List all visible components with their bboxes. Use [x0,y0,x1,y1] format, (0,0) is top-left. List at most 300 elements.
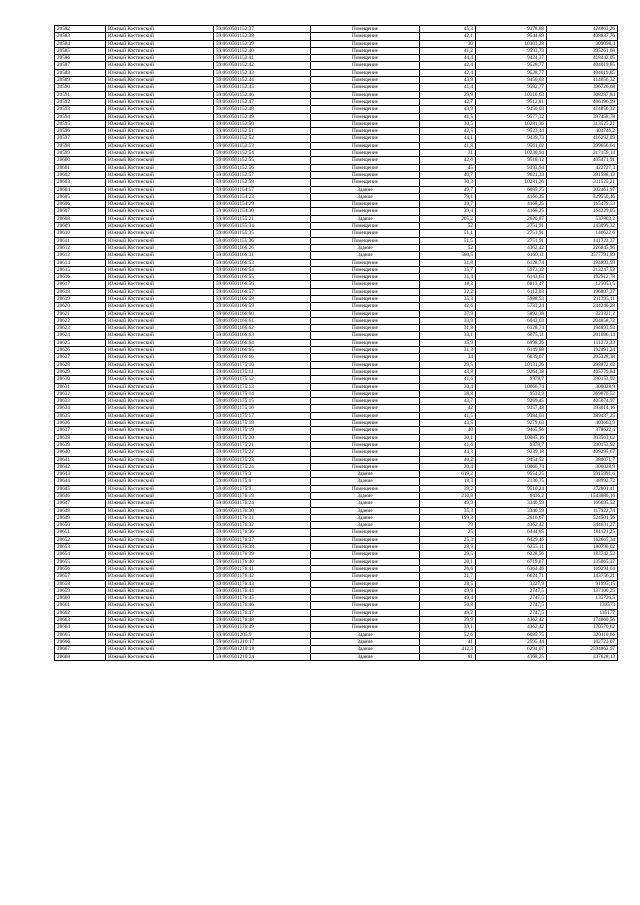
row-number-cell: 20588 [55,69,106,76]
row-number-cell: 20664 [55,624,106,631]
table-row [55,638,618,645]
row-number-cell: 20649 [55,514,106,521]
table-row [55,522,618,529]
district-cell: Южный Костинский [106,142,214,149]
object-type-cell: Помещение [311,223,420,230]
specific-value-cell: 5733,24 [476,303,547,310]
district-cell: Южный Костинский [106,347,214,354]
row-number-cell: 20608 [55,215,106,222]
row-number-cell: 20618 [55,288,106,295]
table-row [55,507,618,514]
district-cell: Южный Костинский [106,420,214,427]
row-number-cell: 20586 [55,55,106,62]
object-type-cell: Помещение [311,463,420,470]
specific-value-cell: 4362,42 [476,244,547,251]
district-cell: Южный Костинский [106,354,214,361]
district-cell: Южный Костинский [106,223,214,230]
cadastral-number-cell: 59:06:0501166:53 [214,259,311,266]
area-cell: 49,9 [420,587,476,594]
object-type-cell: Здание [311,507,420,514]
table-row [55,631,618,638]
object-type-cell: Здание [311,186,420,193]
cadastral-value-cell: 161121,25 [547,529,618,536]
table-row [55,91,618,98]
row-number-cell: 20605 [55,193,106,200]
row-number-cell: 20598 [55,142,106,149]
table-row [55,573,618,580]
row-number-cell: 20655 [55,558,106,565]
district-cell: Южный Костинский [106,617,214,624]
table-row [55,580,618,587]
area-cell: 31,8 [420,259,476,266]
area-cell: 42,4 [420,69,476,76]
district-cell: Южный Костинский [106,405,214,412]
area-cell: 33,1 [420,332,476,339]
row-number-cell: 20594 [55,113,106,120]
cadastral-number-cell: 59:06:0501155:35 [214,230,311,237]
area-cell: 81 [420,653,476,660]
specific-value-cell: 6444,85 [476,529,547,536]
area-cell: 25 [420,529,476,536]
cadastral-number-cell: 59:06:0501176:48 [214,617,311,624]
cadastral-number-cell: 59:06:0501175:15 [214,398,311,405]
district-cell: Южный Костинский [106,201,214,208]
cadastral-value-cell: 524501,56 [547,514,618,521]
row-number-cell: 20611 [55,237,106,244]
specific-value-cell: 10131,26 [476,361,547,368]
area-cell: 41 [420,638,476,645]
area-cell: 30,4 [420,383,476,390]
district-cell: Южный Костинский [106,310,214,317]
table-row [55,339,618,346]
object-type-cell: Помещение [311,595,420,602]
cadastral-value-cell: 213247,52 [547,266,618,273]
cadastral-number-cell: 59:06:0501152:53 [214,142,311,149]
cadastral-value-cell: 117922,74 [547,507,618,514]
row-number-cell: 20621 [55,310,106,317]
row-number-cell: 20603 [55,179,106,186]
cadastral-number-cell: 59:06:0501175:6 [214,478,311,485]
district-cell: Южный Костинский [106,69,214,76]
object-type-cell: Помещение [311,420,420,427]
district-cell: Южный Костинский [106,522,214,529]
table-row [55,565,618,572]
table-row [55,332,618,339]
specific-value-cell: 5988,53 [476,295,547,302]
row-number-cell: 20642 [55,463,106,470]
table-row [55,558,618,565]
object-type-cell: Помещение [311,230,420,237]
table-row [55,295,618,302]
cadastral-value-cell: 196807,37 [547,288,618,295]
row-number-cell: 20624 [55,332,106,339]
table-row [55,47,618,54]
specific-value-cell: 9582,77 [476,84,547,91]
cadastral-value-cell: 389437,25 [547,412,618,419]
table-row [55,485,618,492]
district-cell: Южный Костинский [106,266,214,273]
object-type-cell: Помещение [311,347,420,354]
cadastral-number-cell: 59:06:0501152:40 [214,47,311,54]
area-cell: 18,3 [420,281,476,288]
object-type-cell: Помещение [311,398,420,405]
area-cell: 41,4 [420,84,476,91]
row-number-cell: 20651 [55,529,106,536]
object-type-cell: Помещение [311,201,420,208]
specific-value-cell: 10066,74 [476,383,547,390]
district-cell: Южный Костинский [106,120,214,127]
object-type-cell: Здание [311,500,420,507]
area-cell: 40,7 [420,171,476,178]
object-type-cell: Помещение [311,456,420,463]
table-row [55,434,618,441]
object-type-cell: Помещение [311,55,420,62]
area-cell: 34 [420,354,476,361]
row-number-cell: 20584 [55,40,106,47]
district-cell: Южный Костинский [106,441,214,448]
specific-value-cell: 6085,75 [476,631,547,638]
cadastral-number-cell: 59:06:0501155:21 [214,215,311,222]
specific-value-cell: 10281,36 [476,120,547,127]
table-row [55,536,618,543]
object-type-cell: Помещение [311,77,420,84]
area-cell: 33,9 [420,317,476,324]
cadastral-value-cell: 409295,67 [547,449,618,456]
row-number-cell: 20630 [55,376,106,383]
object-type-cell: Помещение [311,135,420,142]
cadastral-value-cell: 192491,24 [547,347,618,354]
table-row [55,164,618,171]
cadastral-number-cell: 59:06:0501155:34 [214,223,311,230]
table-row [55,135,618,142]
area-cell: 40 [420,427,476,434]
object-type-cell: Помещение [311,281,420,288]
district-cell: Южный Костинский [106,456,214,463]
row-number-cell: 20638 [55,434,106,441]
cadastral-value-cell: 140622,6 [547,230,618,237]
object-type-cell: Помещение [311,157,420,164]
cadastral-value-cell: 125053,5 [547,281,618,288]
area-cell: 43,5 [420,420,476,427]
object-type-cell: Помещение [311,310,420,317]
district-cell: Южный Костинский [106,383,214,390]
cadastral-number-cell: 59:06:0501166:65 [214,347,311,354]
district-cell: Южный Костинский [106,602,214,609]
specific-value-cell: 6294,67 [476,646,547,653]
district-cell: Южный Костинский [106,135,214,142]
cadastral-value-cell: 422727,3 [547,164,618,171]
cadastral-number-cell: 59:06:0501166:64 [214,339,311,346]
area-cell: 41,2 [420,47,476,54]
specific-value-cell: 2751,91 [476,237,547,244]
district-cell: Южный Костинский [106,98,214,105]
row-number-cell: 20582 [55,26,106,33]
object-type-cell: Помещение [311,624,420,631]
table-row [55,208,618,215]
object-type-cell: Здание [311,631,420,638]
object-type-cell: Помещение [311,368,420,375]
area-cell: 412,3 [420,646,476,653]
specific-value-cell: 9518,12 [476,157,547,164]
cadastral-value-cell: 143756,21 [547,573,618,580]
area-cell: 580,5 [420,252,476,259]
specific-value-cell: 4166,25 [476,193,547,200]
table-row [55,84,618,91]
area-cell: 35,3 [420,507,476,514]
object-type-cell: Помещение [311,47,420,54]
cadastral-number-cell: 59:06:0501175:11 [214,368,311,375]
object-type-cell: Здание [311,215,420,222]
table-row [55,98,618,105]
cadastral-number-cell: 59:06:0501152:42 [214,62,311,69]
cadastral-number-cell: 59:06:0501175:9 [214,485,311,492]
district-cell: Южный Костинский [106,368,214,375]
specific-value-cell: 6075,11 [476,332,547,339]
row-number-cell: 20660 [55,595,106,602]
area-cell: 25,3 [420,536,476,543]
table-row [55,303,618,310]
row-number-cell: 20657 [55,573,106,580]
object-type-cell: Помещение [311,288,420,295]
cadastral-number-cell: 59:06:0501152:37 [214,26,311,33]
specific-value-cell: 9239,18 [476,449,547,456]
district-cell: Южный Костинский [106,646,214,653]
cadastral-value-cell: 309098,4 [547,40,618,47]
cadastral-number-cell: 59:06:0501152:38 [214,33,311,40]
district-cell: Южный Костинский [106,128,214,135]
area-cell: 39,2 [420,485,476,492]
cadastral-value-cell: 320110,66 [547,631,618,638]
object-type-cell: Помещение [311,427,420,434]
row-number-cell: 20633 [55,398,106,405]
area-cell: 39,1 [420,624,476,631]
specific-value-cell: 2747,5 [476,602,547,609]
district-cell: Южный Костинский [106,237,214,244]
district-cell: Южный Костинский [106,244,214,251]
specific-value-cell: 9384,03 [476,412,547,419]
row-number-cell: 20652 [55,536,106,543]
area-cell: 49,2 [420,609,476,616]
specific-value-cell: 10281,36 [476,179,547,186]
table-row [55,120,618,127]
cadastral-number-cell: 59:06:0501166:60 [214,310,311,317]
cadastral-number-cell: 59:06:0501175:12 [214,376,311,383]
cadastral-number-cell: 59:06:0501205:9 [214,631,311,638]
cadastral-value-cell: 397458,78 [547,113,618,120]
specific-value-cell: 9279,63 [476,420,547,427]
table-row [55,55,618,62]
specific-value-cell: 9465,56 [476,427,547,434]
area-cell: 51,1 [420,230,476,237]
table-row [55,551,618,558]
row-number-cell: 20613 [55,252,106,259]
specific-value-cell: 9439,73 [476,135,547,142]
object-type-cell: Здание [311,252,420,259]
cadastral-value-cell: 414856,32 [547,77,618,84]
area-cell: 41,6 [420,376,476,383]
specific-value-cell: 9450,03 [476,77,547,84]
table-row [55,376,618,383]
table-row [55,347,618,354]
row-number-cell: 20654 [55,551,106,558]
cadastral-number-cell: 59:06:0501152:50 [214,120,311,127]
specific-value-cell: 6364,46 [476,565,547,572]
cadastral-value-cell: 317159,14 [547,150,618,157]
cadastral-value-cell: 111272,33 [547,339,618,346]
specific-value-cell: 9357,48 [476,405,547,412]
object-type-cell: Помещение [311,303,420,310]
cadastral-value-cell: 102723,07 [547,638,618,645]
cadastral-value-table [54,25,618,661]
area-cell: 210,8 [420,493,476,500]
specific-value-cell: 2616,67 [476,514,547,521]
table-row [55,62,618,69]
object-type-cell: Помещение [311,26,420,33]
table-row [55,361,618,368]
object-type-cell: Здание [311,193,420,200]
cadastral-value-cell: 308287,84 [547,91,618,98]
row-number-cell: 20616 [55,274,106,281]
cadastral-number-cell: 59:06:0501175:13 [214,383,311,390]
district-cell: Южный Костинский [106,62,214,69]
object-type-cell: Помещение [311,551,420,558]
object-type-cell: Помещение [311,485,420,492]
district-cell: Южный Костинский [106,573,214,580]
row-number-cell: 20656 [55,565,106,572]
table-row [55,150,618,157]
table-row [55,456,618,463]
specific-value-cell: 6143,63 [476,274,547,281]
table-row [55,383,618,390]
cadastral-number-cell: 59:06:0501166:31 [214,252,311,259]
area-cell: 38,8 [420,390,476,397]
table-row [55,157,618,164]
cadastral-number-cell: 59:06:0501176:39 [214,551,311,558]
cadastral-value-cell: 378622,4 [547,427,618,434]
cadastral-number-cell: 59:06:0501176:47 [214,609,311,616]
table-row [55,201,618,208]
district-cell: Южный Костинский [106,40,214,47]
row-number-cell: 20601 [55,164,106,171]
specific-value-cell: 6160,11 [476,252,547,259]
area-cell: 35,3 [420,295,476,302]
specific-value-cell: 9378,7 [476,376,547,383]
area-cell: 30 [420,40,476,47]
specific-value-cell: 10230,94 [476,150,547,157]
cadastral-number-cell: 59:06:0501152:47 [214,98,311,105]
object-type-cell: Помещение [311,536,420,543]
area-cell: 26,6 [420,565,476,572]
cadastral-number-cell: 59:06:0501176:37 [214,536,311,543]
area-cell: 205,2 [420,215,476,222]
table-row [55,230,618,237]
specific-value-cell: 10085,16 [476,434,547,441]
cadastral-value-cell: 2594862,97 [547,646,618,653]
row-number-cell: 20667 [55,646,106,653]
cadastral-value-cell: 170570,62 [547,624,618,631]
district-cell: Южный Костинский [106,252,214,259]
specific-value-cell: 2751,91 [476,223,547,230]
row-number-cell: 20607 [55,208,106,215]
cadastral-number-cell: 59:06:0501154:23 [214,193,311,200]
row-number-cell: 20593 [55,106,106,113]
district-cell: Южный Костинский [106,463,214,470]
area-cell: 79 [420,522,476,529]
row-number-cell: 20590 [55,84,106,91]
cadastral-value-cell: 211395,11 [547,295,618,302]
cadastral-value-cell: 306028,9 [547,463,618,470]
row-number-cell: 20629 [55,368,106,375]
district-cell: Южный Костинский [106,514,214,521]
row-number-cell: 20620 [55,303,106,310]
table-row [55,354,618,361]
cadastral-number-cell: 59:06:0501166:58 [214,295,311,302]
area-cell: 42,1 [420,33,476,40]
specific-value-cell: 9454,52 [476,456,547,463]
specific-value-cell: 9593,73 [476,47,547,54]
area-cell: 199,3 [420,514,476,521]
area-cell: 31 [420,150,476,157]
object-type-cell: Помещение [311,383,420,390]
specific-value-cell: 6998,26 [476,339,547,346]
area-cell: 43,9 [420,106,476,113]
specific-value-cell: 2595,44 [476,638,547,645]
object-type-cell: Помещение [311,150,420,157]
row-number-cell: 20644 [55,478,106,485]
cadastral-value-cell: 390153,92 [547,376,618,383]
area-cell: 18,3 [420,478,476,485]
district-cell: Южный Костинский [106,230,214,237]
row-number-cell: 20639 [55,441,106,448]
table-row [55,259,618,266]
area-cell: 42,7 [420,98,476,105]
area-cell: 37,9 [420,310,476,317]
district-cell: Южный Костинский [106,587,214,594]
table-row [55,471,618,478]
specific-value-cell: 6813,47 [476,281,547,288]
cadastral-number-cell: 59:06:0501166:54 [214,266,311,273]
district-cell: Южный Костинский [106,113,214,120]
specific-value-cell: 9554,25 [476,471,547,478]
area-cell: 52 [420,244,476,251]
table-row [55,237,618,244]
district-cell: Южный Костинский [106,164,214,171]
cadastral-value-cell: 38992,72 [547,478,618,485]
row-number-cell: 20659 [55,587,106,594]
specific-value-cell: 9512,81 [476,98,547,105]
specific-value-cell: 6085,75 [476,186,547,193]
row-number-cell: 20623 [55,325,106,332]
cadastral-value-cell: 166695,52 [547,500,618,507]
cadastral-number-cell: 59:06:0501166:66 [214,354,311,361]
object-type-cell: Помещение [311,405,420,412]
cadastral-value-cell: 165479,53 [547,201,618,208]
table-row [55,223,618,230]
cadastral-number-cell: 59:06:0501154:29 [214,201,311,208]
row-number-cell: 20592 [55,98,106,105]
cadastral-value-cell: 313525,21 [547,120,618,127]
cadastral-value-cell: 380071,7 [547,456,618,463]
cadastral-value-cell: 393014,16 [547,405,618,412]
row-number-cell: 20632 [55,390,106,397]
specific-value-cell: 10310,63 [476,91,547,98]
cadastral-value-cell: 194893,93 [547,259,618,266]
row-number-cell: 20635 [55,412,106,419]
cadastral-number-cell: 59:06:0501166:56 [214,281,311,288]
cadastral-value-cell: 205328,38 [547,354,618,361]
row-number-cell: 20627 [55,354,106,361]
row-number-cell: 20636 [55,420,106,427]
